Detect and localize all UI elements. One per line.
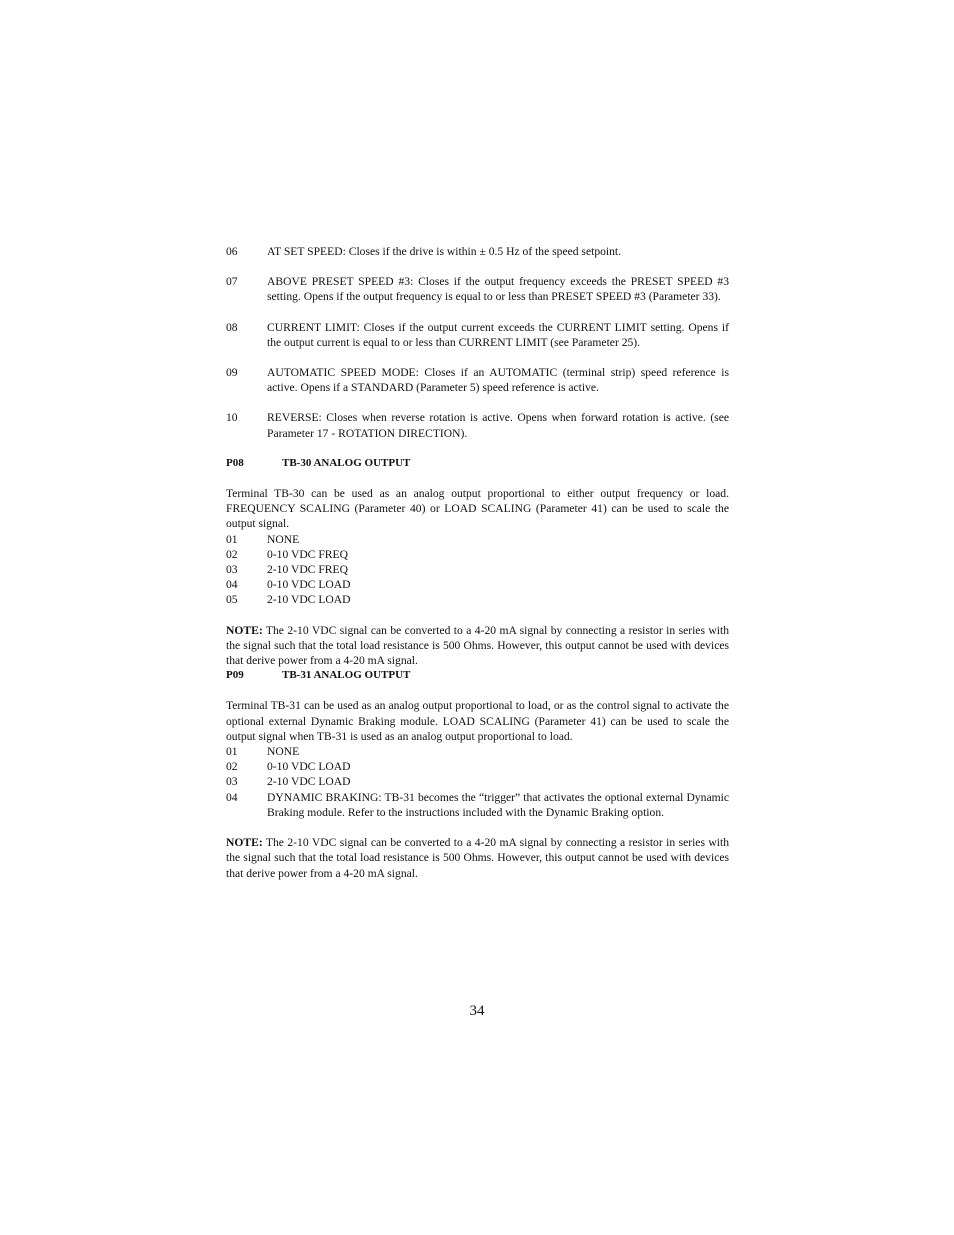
- option-number: 05: [226, 593, 238, 607]
- item-text: REVERSE: Closes when reverse rotation is active. Opens when forward rotation is active. (see Parameter 17 - ROTATION DIRECTION).: [267, 411, 729, 440]
- parameter-code: P08: [226, 456, 244, 469]
- p09-description: Terminal TB-31 can be used as an analog output proportional to load, or as the control signal to activate the optional external Dynamic Braking module. LOAD SCALING (Parameter 41) can be used to scale the output signal when TB-31 is used as an analog output proportional to load.: [226, 699, 729, 743]
- option-row: [226, 759, 729, 774]
- option-number: 02: [226, 547, 238, 561]
- p08-options: [226, 532, 729, 608]
- p09-note: [226, 835, 729, 881]
- item-number: 09: [226, 366, 238, 380]
- parameter-code: P09: [226, 669, 244, 682]
- list-item: [226, 320, 729, 350]
- option-text: NONE: [267, 532, 300, 546]
- list-item: [226, 274, 729, 304]
- option-row: [226, 577, 729, 592]
- option-number: 04: [226, 578, 238, 592]
- option-text: 0-10 VDC FREQ: [267, 547, 348, 561]
- parameter-title: TB-31 ANALOG OUTPUT: [282, 669, 411, 682]
- option-number: 01: [226, 532, 238, 546]
- p08-note: [226, 623, 729, 669]
- option-text: 2-10 VDC LOAD: [267, 775, 351, 789]
- p09-options: [226, 744, 729, 820]
- option-row: [226, 532, 729, 547]
- note-label: NOTE:: [226, 623, 263, 637]
- note-text: The 2-10 VDC signal can be converted to a 4-20 mA signal by connecting a resistor in series with the signal such that the total load resistance is 500 Ohms. However, this output cannot be used with devices that derive power from a 4-20 mA signal.: [226, 623, 729, 668]
- option-number: 02: [226, 760, 238, 774]
- option-text: 2-10 VDC FREQ: [267, 563, 348, 577]
- option-row: [226, 790, 729, 820]
- item-number: 07: [226, 275, 238, 289]
- note-text: The 2-10 VDC signal can be converted to a 4-20 mA signal by connecting a resistor in series with the signal such that the total load resistance is 500 Ohms. However, this output cannot be used with devices that derive power from a 4-20 mA signal.: [226, 836, 729, 880]
- option-row: [226, 562, 729, 577]
- option-text: 2-10 VDC LOAD: [267, 593, 351, 607]
- option-number: 04: [226, 790, 238, 804]
- item-number: 10: [226, 411, 238, 425]
- p08-description: Terminal TB-30 can be used as an analog output proportional to either output frequency or load. FREQUENCY SCALING (Parameter 40) or LOAD SCALING (Parameter 41) can be used to scale the output signal.: [226, 487, 729, 531]
- item-text: ABOVE PRESET SPEED #3: Closes if the output frequency exceeds the PRESET SPEED #3 setting. Opens if the output frequency is equal to or less than PRESET SPEED #3 (Parameter 33).: [267, 275, 729, 304]
- page-number: 34: [469, 1003, 485, 1019]
- option-number: 03: [226, 775, 238, 789]
- list-item: [226, 244, 729, 259]
- option-row: [226, 744, 729, 759]
- note-label: NOTE:: [226, 836, 263, 850]
- document-page: [226, 244, 729, 881]
- list-item: [226, 410, 729, 440]
- option-row: [226, 592, 729, 607]
- section-heading-p08: [226, 456, 729, 471]
- item-text: AUTOMATIC SPEED MODE: Closes if an AUTOMATIC (terminal strip) speed reference is active. Opens if a STANDARD (Parameter 5) speed reference is active.: [267, 366, 729, 395]
- option-row: [226, 547, 729, 562]
- item-text: CURRENT LIMIT: Closes if the output current exceeds the CURRENT LIMIT setting. Opens if the output current is equal to or less than CURRENT LIMIT (see Parameter 25).: [267, 320, 729, 349]
- section-heading-p09: [226, 668, 729, 683]
- item-number: 06: [226, 245, 238, 258]
- option-row: [226, 774, 729, 789]
- option-text: 0-10 VDC LOAD: [267, 578, 351, 592]
- item-number: 08: [226, 320, 238, 334]
- option-number: 03: [226, 563, 238, 577]
- option-text: DYNAMIC BRAKING: TB-31 becomes the “trigger” that activates the optional external Dynamic Braking module. Refer to the instructions included with the Dynamic Braking option.: [267, 790, 729, 819]
- option-text: 0-10 VDC LOAD: [267, 760, 351, 774]
- item-text: AT SET SPEED: Closes if the drive is within ± 0.5 Hz of the speed setpoint.: [267, 245, 622, 258]
- option-text: NONE: [267, 745, 300, 759]
- option-number: 01: [226, 745, 238, 759]
- parameter-title: TB-30 ANALOG OUTPUT: [282, 456, 411, 469]
- list-item: [226, 365, 729, 395]
